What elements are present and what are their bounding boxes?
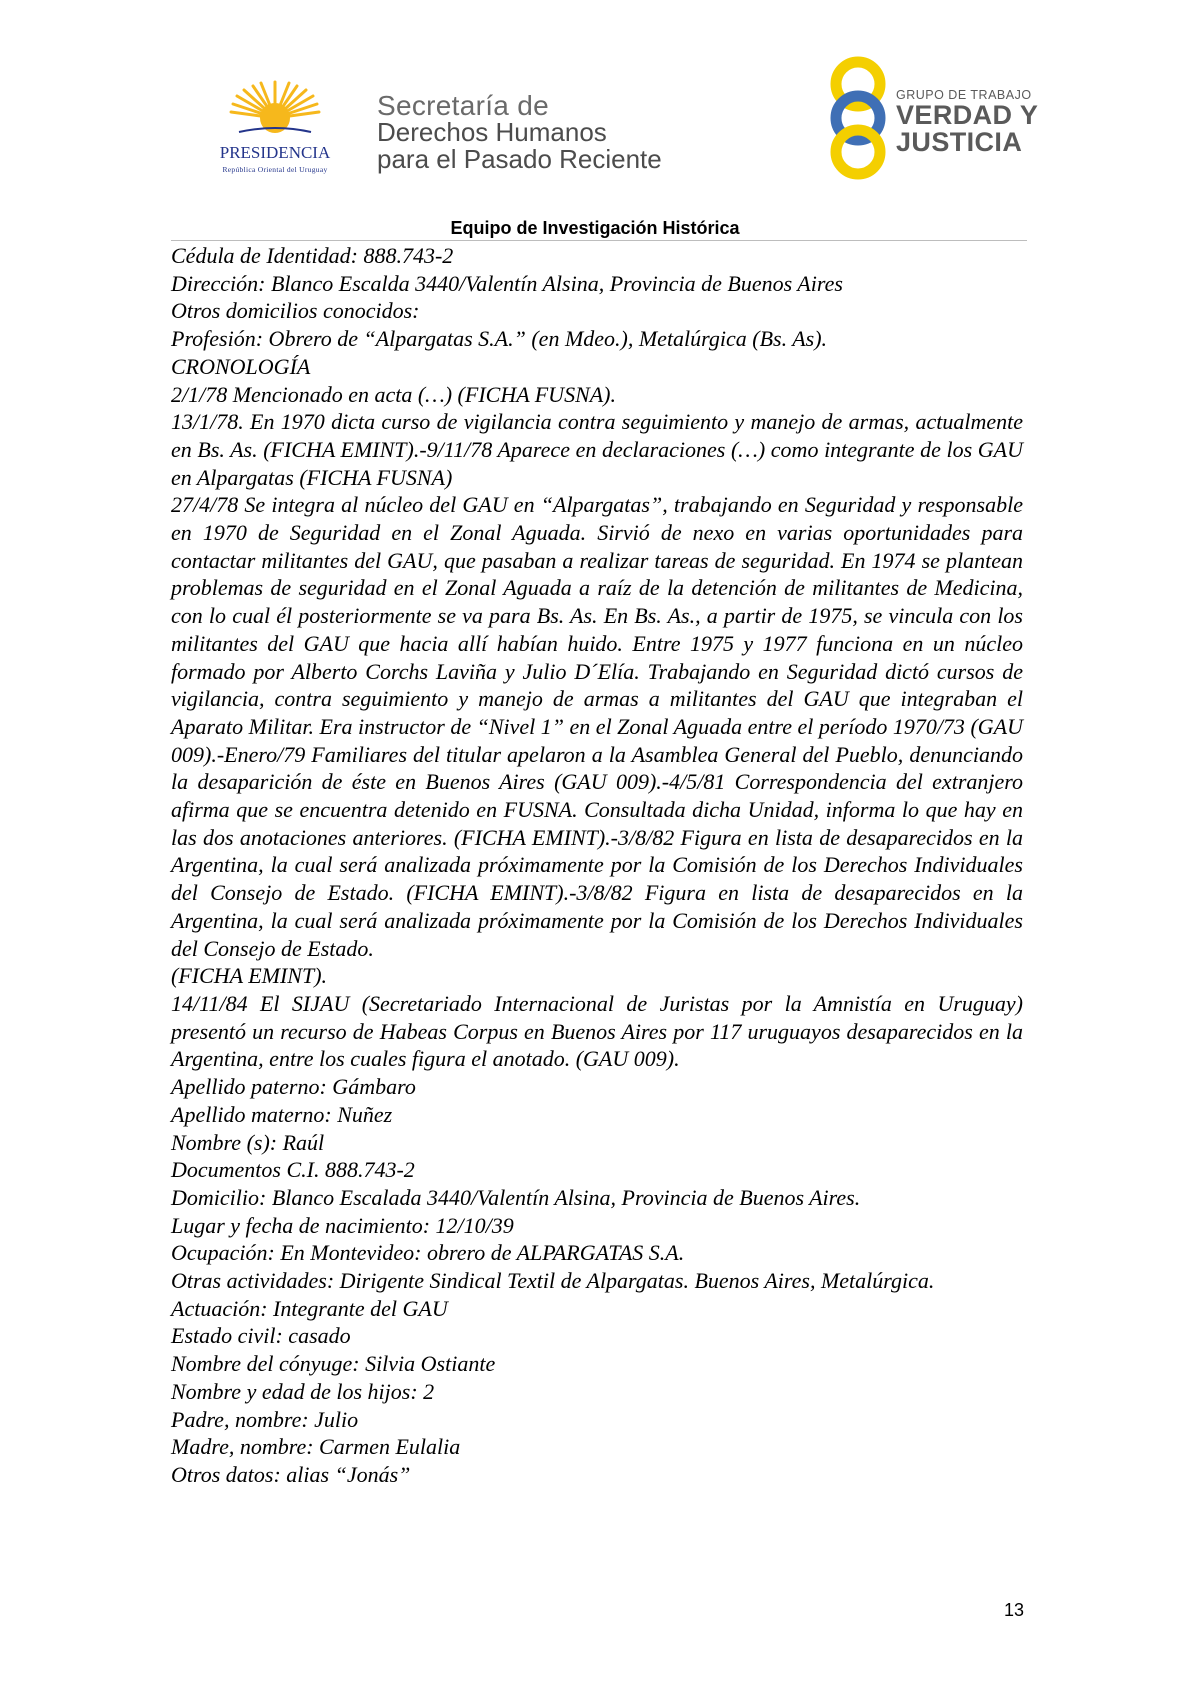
team-title: Equipo de Investigación Histórica [450, 218, 740, 238]
presidencia-logo-subtext: República Oriental del Uruguay [222, 165, 328, 174]
field-line: Otros datos: alias “Jonás” [171, 1461, 411, 1487]
field-line: Ocupación: En Montevideo: obrero de ALPARGATAS S.A. [171, 1240, 685, 1266]
field-line: Apellido materno: Nuñez [171, 1101, 393, 1127]
field-line: Nombre (s): Raúl [171, 1129, 325, 1155]
sun-emblem-icon [231, 82, 319, 133]
gtvj-title [896, 88, 1038, 156]
gtvj-line2: VERDAD Y [896, 100, 1039, 130]
field-line: Lugar y fecha de nacimiento: 12/10/39 [171, 1212, 514, 1238]
field-line: Documentos C.I. 888.743-2 [171, 1157, 415, 1183]
field-line: Estado civil: casado [171, 1323, 351, 1349]
body-line: 2/1/78 Mencionado en acta (…) (FICHA FUSNA). [171, 381, 617, 407]
chronology-paragraph: 27/4/78 Se integra al núcleo del GAU en “Alpargatas”, trabajando en Seguridad y responsable en 1970 de Seguridad en el Zonal Aguada. Sirvió de nexo en varias oportunidades para contactar militantes del GAU, que pasaban a realizar tareas de seguridad. En 1974 se plantean problemas de seguridad en el Zonal Aguada a raíz de la detención de militantes de Medicina, con lo cual él posteriormente se va para Bs. As. En Bs. As., a partir de 1975, se vincula con los militantes del GAU que hacia allí habían huido. Entre 1975 y 1977 funciona en un núcleo formado por Alberto Corchs Laviña y Julio D´Elía. Trabajando en Seguridad dictó cursos de vigilancia, contra seguimiento y manejo de armas a militantes del GAU que integraban el Aparato Militar. Era instructor de “Nivel 1” en el Zonal Aguada entre el período 1970/73 (GAU 009).-Enero/79 Familiares del titular apelaron a la Asamblea General del Pueblo, denunciando la desaparición de éste en Buenos Aires (GAU 009).-4/5/81 Correspondencia del extranjero afirma que se encuentra detenido en FUSNA. Consultada dicha Unidad, informa lo que hay en las dos anotaciones anteriores. (FICHA EMINT).-3/8/82 Figura en lista de desaparecidos en la Argentina, la cual será analizada próximamente por la Comisión de los Derechos Individuales del Consejo de Estado. (FICHA EMINT).-3/8/82 Figura en lista de desaparecidos en la Argentina, la cual será analizada próximamente por la Comisión de los Derechos Individuales del Consejo de Estado. [171, 492, 1023, 961]
field-line: Domicilio: Blanco Escalada 3440/Valentín Alsina, Provincia de Buenos Aires. [171, 1184, 861, 1210]
field-line: Actuación: Integrante del GAU [171, 1295, 448, 1321]
chronology-paragraph: 13/1/78. En 1970 dicta curso de vigilancia contra seguimiento y manejo de armas, actualmente en Bs. As. (FICHA EMINT).-9/11/78 Aparece en declaraciones (…) como integrante de los GAU en Alpargatas (FICHA FUSNA) [171, 409, 1023, 490]
body-line: Dirección: Blanco Escalda 3440/Valentín Alsina, Provincia de Buenos Aires [171, 270, 843, 296]
field-line: Padre, nombre: Julio [171, 1406, 359, 1432]
field-line: Nombre del cónyuge: Silvia Ostiante [171, 1351, 496, 1377]
header-divider [171, 240, 1027, 241]
page-number: 13 [1004, 1600, 1025, 1620]
body-line: (FICHA EMINT). [171, 963, 328, 989]
chronology-paragraph: 14/11/84 El SIJAU (Secretariado Internacional de Juristas por la Amnistía en Uruguay) presentó un recurso de Habeas Corpus en Buenos Aires por 117 uruguayos desaparecidos en la Argentina, entre los cuales figura el anotado. (GAU 009). [171, 990, 1023, 1072]
secretaria-line2: Derechos Humanos [377, 117, 607, 147]
gtvj-line1: GRUPO DE TRABAJO [896, 88, 1032, 102]
document-body [171, 242, 1023, 1489]
body-line: Otros domicilios conocidos: [171, 298, 420, 324]
field-line: Otras actividades: Dirigente Sindical Textil de Alpargatas. Buenos Aires, Metalúrgica. [171, 1268, 935, 1294]
body-line: CRONOLOGÍA [171, 353, 311, 379]
gtvj-line3: JUSTICIA [896, 127, 1023, 157]
body-line: Cédula de Identidad: 888.743-2 [171, 243, 454, 268]
presidencia-logo-text: PRESIDENCIA [219, 143, 331, 162]
secretaria-line1: Secretaría de [377, 90, 549, 121]
field-line: Nombre y edad de los hijos: 2 [171, 1378, 435, 1404]
field-line: Madre, nombre: Carmen Eulalia [171, 1434, 461, 1460]
body-line: Profesión: Obrero de “Alpargatas S.A.” (en Mdeo.), Metalúrgica (Bs. As). [171, 326, 828, 352]
field-line: Apellido paterno: Gámbaro [171, 1074, 416, 1100]
chain-rings-icon [822, 56, 894, 180]
presidencia-logo [195, 78, 355, 180]
secretaria-title [377, 92, 662, 173]
secretaria-line3: para el Pasado Reciente [377, 144, 662, 174]
